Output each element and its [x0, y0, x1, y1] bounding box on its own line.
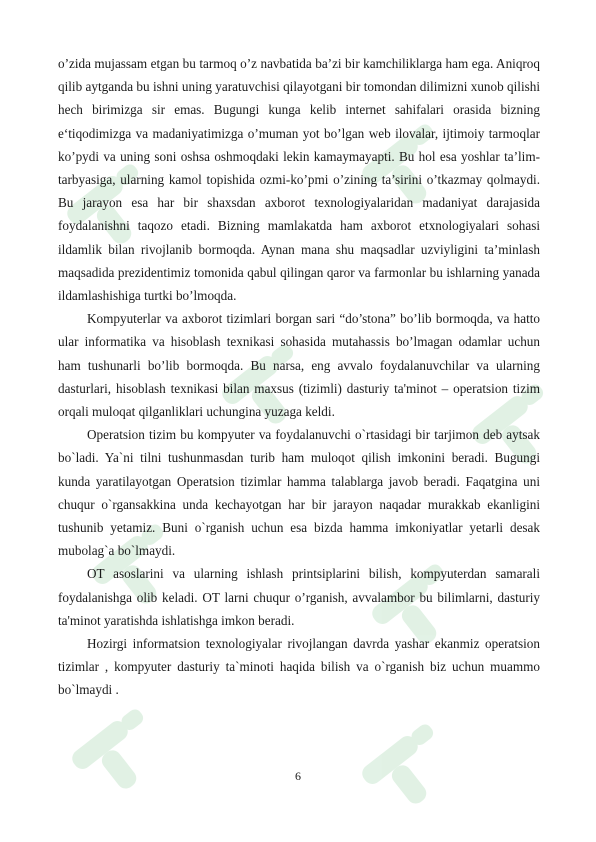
watermark-mark — [69, 705, 173, 806]
page-number: 6 — [295, 769, 301, 783]
paragraph: OT asoslarini va ularning ishlash printsiplarini bilish, kompyuterdan samarali foydalanishga olib keladi. OT larni chuqur o’rganish, avvalambor bu bilimlarni, dasturiy ta'minot yaratishda ishlatishga imkon beradi. — [58, 566, 540, 628]
body-text — [58, 52, 540, 702]
paragraph: Hozirgi informatsion texnologiyalar rivojlangan davrda yashar ekanmiz operatsion tizimlar , kompyuter dasturiy ta`minoti haqida bilish va o`rganish biz uchun muammo bo`lmaydi . — [58, 636, 540, 698]
paragraph: Kompyuterlar va axborot tizimlari borgan sari “do’stona” bo’lib bormoqda, va hatto ular informatika va hisoblash texnikasi sohasida mutahassis bo’lmagan odamlar uchun ham tushunarli bo’lib bormoqda. Bu narsa, eng avvalo foydalanuvchilar va ularning dasturlari, hisoblash texnikasi bilan maxsus (tizimli) dasturiy ta'minot – operatsion tizim orqali muloqat qilganliklari uchungina yuzaga keldi. — [58, 311, 540, 420]
paragraph: Operatsion tizim bu kompyuter va foydalanuvchi o`rtasidagi bir tarjimon deb aytsak bo`ladi. Ya`ni tilni tushunmasdan turib ham muloqot qilish imkonini beradi. Bugungi kunda yaratilayotgan Operatsion tizimlar hamma talablarga javob beradi. Faqatgina uni chuqur o`rgansakkina unda kechayotgan har bir jarayon naqadar murakkab ekanligini tushunib yetamiz. Buni o`rganish uchun esa bizda hamma imkoniyatlar yetarli desak mubolag`a bo`lmaydi. — [58, 427, 540, 559]
paragraph: o’zida mujassam etgan bu tarmoq o’z navbatida ba’zi bir kamchiliklarga ham ega. Aniqroq qilib aytganda bu ishni uning yaratuvchisi qilayotgani bir tomondan dilimizni xunob qilishi hech birimizga sir emas. Bugungi kunga kelib internet sahifalari orasida bizning e‘tiqodimizga va madaniyatimizga o’muman yot bo’lgan web ilovalar, ijtimoiy tarmoqlar ko’pydi va uning soni oshsa oshmoqdaki lekin kamaymayapti. Bu hol esa yoshlar ta’lim-tarbyasiga, ularning kamol topishida ozmi-ko’pmi o’zining ta’sirini o’tkazmay qolmaydi. Bu jarayon esa har bir shaxsdan axborot texnologiyalaridan madaniyat darajasida foydalanishni taqozo etadi. Bizning mamlakatda ham axborot etxnologiyalari sohasi ildamlik bilan rivojlanib bormoqda. Aynan mana shu maqsadlar uzviyligini ta’minlash maqsadida prezidentimiz tomonida qabul qilingan qaror va farmonlar bu ishlarning yanada ildamlashishiga turtki bo’lmoqda. — [58, 56, 540, 304]
